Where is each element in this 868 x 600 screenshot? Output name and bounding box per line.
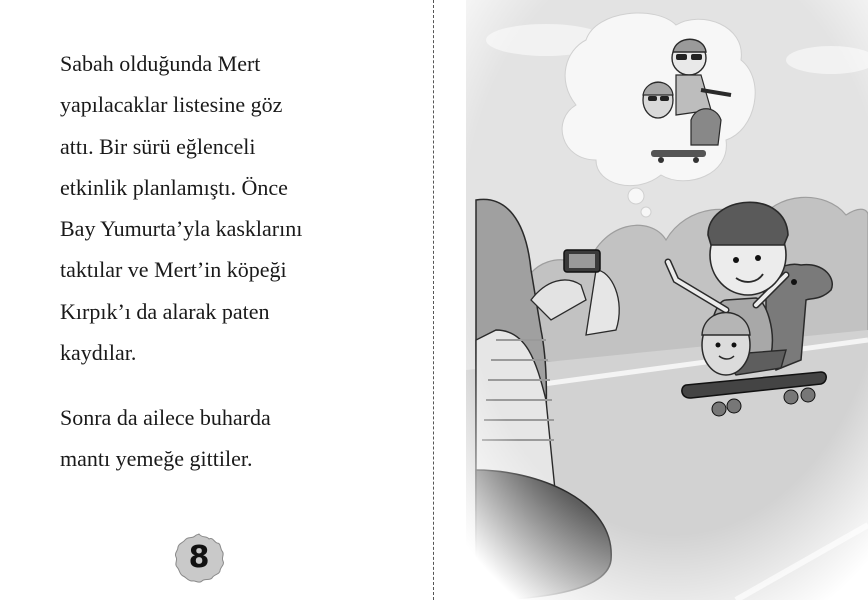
story-line: etkinlik planlamıştı. Önce — [60, 174, 288, 200]
page-number: 8 — [188, 540, 210, 575]
story-line: Kırpık’ı da alarak paten — [60, 298, 270, 324]
page-number-badge — [172, 531, 226, 585]
story-line: mantı yemeğe gittiler. — [60, 446, 253, 472]
story-line: attı. Bir sürü eğlenceli — [60, 133, 256, 159]
story-line: Sabah olduğunda Mert — [60, 51, 261, 76]
story-line: kaydılar. — [60, 340, 137, 366]
story-illustration — [436, 0, 868, 600]
story-line: Sonra da ailece buharda — [60, 405, 271, 430]
page-divider — [433, 0, 434, 600]
story-paragraph-1 — [60, 43, 302, 373]
story-line: Bay Yumurta’yla kasklarını — [60, 216, 303, 242]
left-page — [0, 0, 433, 600]
story-paragraph-2 — [60, 397, 271, 480]
story-line: yapılacaklar listesine göz — [60, 92, 283, 118]
story-line: taktılar ve Mert’in köpeği — [60, 257, 287, 283]
